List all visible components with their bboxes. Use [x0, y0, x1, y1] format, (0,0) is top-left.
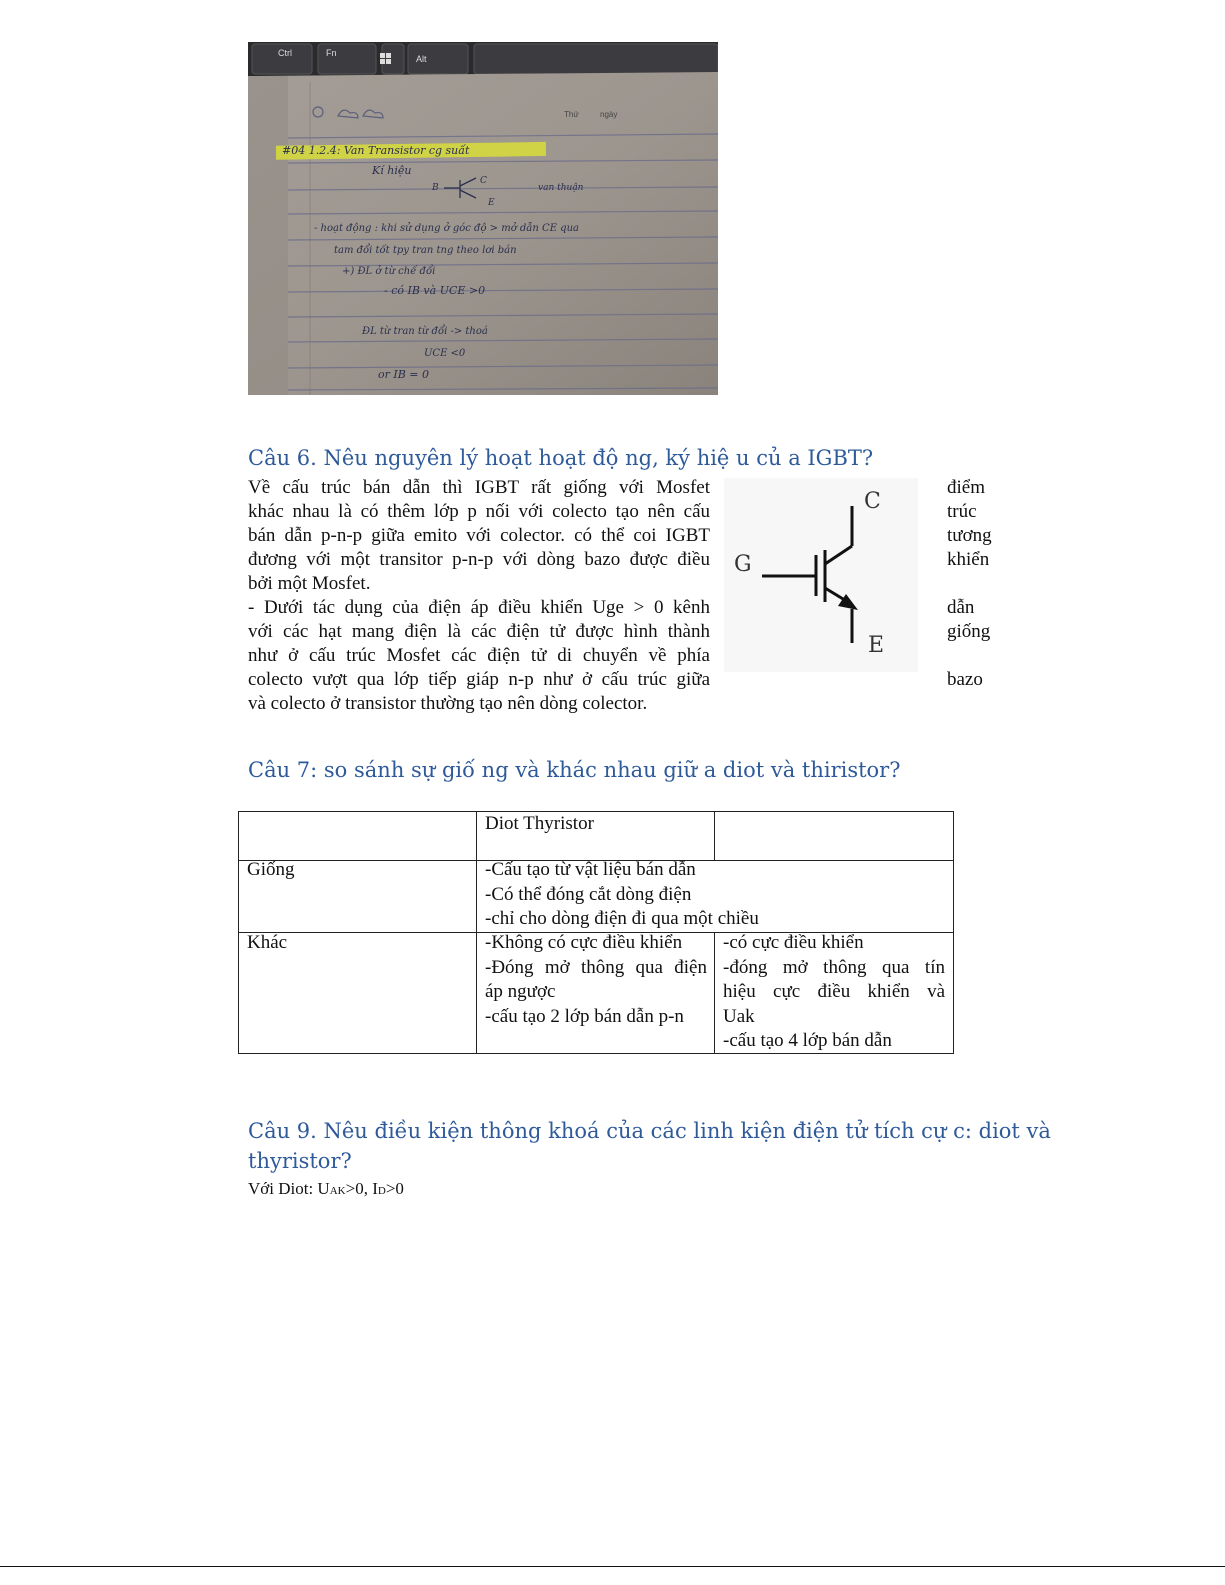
note-line-0: #04 1.2.4: Van Transistor cg suất — [282, 144, 470, 157]
q6-line-0: Về cấu trúc bán dẫn thì IGBT rất giống với Mosfet — [248, 477, 710, 498]
q9-diot-condition — [248, 1178, 404, 1202]
q9-text-prefix: Với Diot: U — [248, 1179, 330, 1198]
q9-heading-line-1: Câu 9. Nêu điều kiện thông khoá của các linh kiện điện tử tích cự c: diot và — [248, 1119, 1051, 1143]
q6-line-3: đương với một transitor p-n-p với dòng bazo được điều — [248, 549, 710, 570]
thyristor-line-0: -có cực điều khiển — [723, 932, 864, 953]
q6-line-6: với các hạt mang điện là các điện tử được hình thành — [248, 621, 710, 642]
q9-heading-line-2: thyristor? — [248, 1149, 352, 1173]
notebook-photo-drawing — [248, 42, 718, 395]
note-line-7: tam đổi tốt tpy tran tng theo lơi bán — [334, 245, 517, 256]
q9-sub-ak: AK — [329, 1185, 346, 1197]
q6-line-9: và colecto ở transistor thường tạo nên dòng colector. — [248, 693, 648, 714]
q6-right-word-2: tương — [947, 525, 992, 546]
note-line-10: ĐL từ tran từ đổi -> thoá — [362, 326, 488, 337]
thyristor-line-3: Uak — [723, 1005, 755, 1027]
note-line-1: Kí hiệu — [372, 164, 412, 177]
table-thyristor-cell — [715, 931, 953, 1054]
q6-right-word-4: dẫn — [947, 597, 975, 618]
q6-right-word-5: giống — [947, 621, 991, 642]
q6-right-word-3: khiển — [947, 549, 990, 570]
q6-line-2: bán dẫn p-n-p giữa emito với colector. có thể coi IGBT — [248, 525, 710, 546]
table-label-khac: Khác — [247, 932, 288, 953]
igbt-label-e: E — [868, 633, 885, 658]
q6-right-word-0: điểm — [947, 477, 985, 498]
same-line-2: -chỉ cho dòng điện đi qua một chiều — [485, 908, 759, 929]
q6-right-word-1: trúc — [947, 501, 977, 522]
note-line-2: B — [432, 183, 439, 193]
q6-line-8: colecto vượt qua lớp tiếp giáp n-p như ở cấu trúc giữa — [248, 669, 710, 690]
thyristor-line-2: hiệu cực điều khiển và — [723, 981, 945, 1002]
key-alt: Alt — [416, 54, 427, 64]
key-fn: Fn — [326, 48, 337, 58]
q6-line-1: khác nhau là có thêm lớp p nối với colecto tạo nên cấu — [248, 501, 710, 522]
notebook-photo — [248, 42, 718, 395]
key-ctrl: Ctrl — [278, 48, 292, 58]
note-line-9: - có IB và UCE >0 — [384, 284, 486, 297]
thyristor-line-4: -cấu tạo 4 lớp bán dẫn — [723, 1030, 892, 1051]
diot-line-3: -cấu tạo 2 lớp bán dẫn p-n — [485, 1005, 684, 1027]
same-line-0: -Cấu tạo từ vật liệu bán dẫn — [485, 859, 696, 880]
note-line-3: C — [480, 176, 487, 186]
q9-text-mid: >0, I — [345, 1179, 378, 1198]
table-label-giong: Giống — [247, 859, 295, 880]
igbt-label-g: G — [734, 552, 752, 577]
page-bottom-rule — [0, 1566, 1225, 1567]
q6-line-4: bởi một Mosfet. — [248, 573, 371, 594]
note-line-12: or IB = 0 — [378, 368, 430, 381]
igbt-label-c: C — [864, 489, 881, 514]
comparison-table — [238, 811, 954, 1054]
q6-heading: Câu 6. Nêu nguyên lý hoạt hoạt độ ng, ký hiệ u củ a IGBT? — [248, 446, 874, 470]
q6-right-word-6: bazo — [947, 669, 983, 690]
diot-line-0: -Không có cực điều khiển — [485, 932, 683, 953]
q6-line-5: - Dưới tác dụng của điện áp điều khiển Uge > 0 kênh — [248, 597, 710, 618]
diot-line-2: áp ngược — [485, 981, 556, 1002]
note-line-4: E — [488, 198, 495, 208]
q6-left-paragraph — [248, 476, 710, 716]
igbt-symbol — [724, 478, 918, 672]
header-thu: Thứ — [564, 110, 579, 119]
note-line-6: - hoạt động : khi sử dụng ở góc độ > mở dẫn CE qua — [314, 223, 579, 234]
diot-line-1: -Đóng mở thông qua điện — [485, 956, 707, 978]
note-line-11: UCE <0 — [424, 348, 466, 359]
table-header-diot-thyristor: Diot Thyristor — [485, 813, 594, 834]
thyristor-line-1: -đóng mở thông qua tín — [723, 956, 945, 978]
table-same-cell — [477, 858, 953, 932]
q6-line-7: như ở cấu trúc Mosfet các điện tử di chuyển về phía — [248, 645, 710, 666]
header-ngay: ngày — [600, 110, 618, 119]
q7-heading: Câu 7: so sánh sự giố ng và khác nhau giữ a diot và thiristor? — [248, 758, 901, 782]
same-line-1: -Có thể đóng cắt dòng điện — [485, 883, 692, 905]
q9-text-end: >0 — [385, 1179, 404, 1198]
igbt-symbol-drawing — [724, 478, 918, 672]
note-line-5: van thuận — [538, 183, 584, 193]
q9-sub-d: D — [377, 1185, 386, 1197]
table-diot-cell — [477, 931, 715, 1029]
note-line-8: +) ĐL ở từ chế đổi — [342, 266, 436, 277]
